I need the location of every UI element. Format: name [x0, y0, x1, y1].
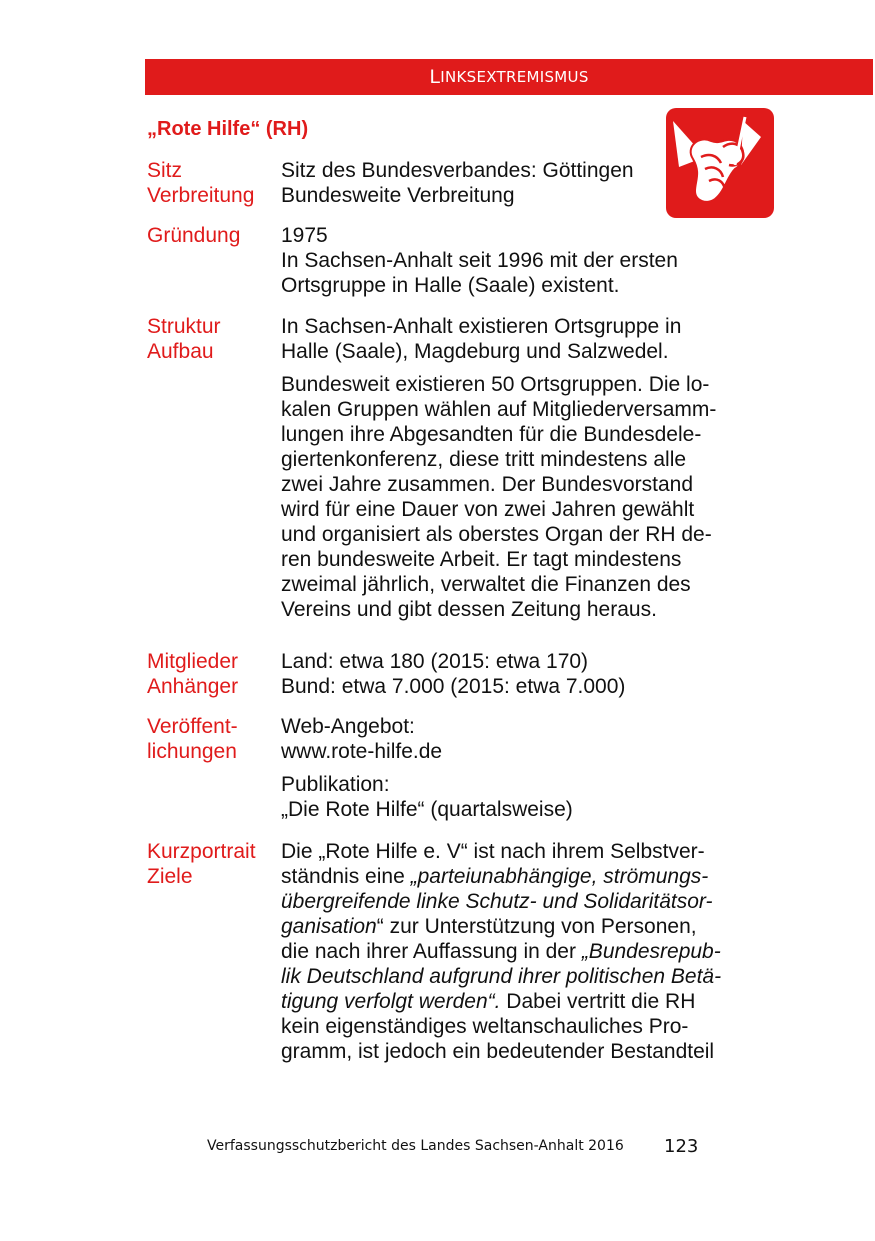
label-mitglieder — [147, 649, 238, 699]
italic-quote: lik Deutschland aufgrund ihrer politischen Betä- — [281, 965, 722, 988]
footer-text: Verfassungsschutzbericht des Landes Sachsen-Anhalt 2016 — [207, 1138, 624, 1154]
label-veroeffentlichungen — [147, 714, 238, 764]
label-mitglieder-line1: Mitglieder — [147, 650, 239, 673]
value-struktur-p2 — [281, 372, 771, 622]
label-anhaenger: Anhänger — [147, 675, 239, 698]
paragraph-line: Bundesweit existieren 50 Ortsgruppen. Die lo- — [281, 373, 710, 396]
paragraph-line: lungen ihre Abgesandten für die Bundesdele- — [281, 423, 702, 446]
italic-quote: tigung verfolgt werden“. — [281, 990, 501, 1013]
paragraph-line — [281, 989, 771, 1014]
value-struktur-p1-line2: Halle (Saale), Magdeburg und Salzwedel. — [281, 340, 669, 363]
value-gruendung-line3: Ortsgruppe in Halle (Saale) existent. — [281, 274, 620, 297]
value-publikation-title: „Die Rote Hilfe“ (quartalsweise) — [281, 798, 573, 821]
paragraph-line: giertenkonferenz, diese tritt mindestens alle — [281, 448, 687, 471]
label-veroeff-line2: lichungen — [147, 740, 237, 763]
paragraph-line: kalen Gruppen wählen auf Mitgliederversamm- — [281, 398, 717, 421]
value-sitz-line1: Sitz des Bundesverbandes: Göttingen — [281, 159, 634, 182]
section-header — [145, 59, 873, 95]
text-run: Dabei vertritt die RH — [500, 990, 696, 1013]
value-publikation — [281, 772, 771, 822]
label-gruendung: Gründung — [147, 224, 241, 247]
paragraph-line: zweimal jährlich, verwaltet die Finanzen des — [281, 573, 691, 596]
value-struktur-p1-line1: In Sachsen-Anhalt existieren Ortsgruppe in — [281, 315, 682, 338]
label-sitz — [147, 158, 254, 208]
paragraph-line: und organisiert als oberstes Organ der RH de- — [281, 523, 712, 546]
label-aufbau: Aufbau — [147, 340, 214, 363]
label-struktur-line1: Struktur — [147, 315, 221, 338]
label-kurzportrait — [147, 839, 256, 889]
page-title: „Rote Hilfe“ (RH) — [147, 118, 309, 140]
value-mitglieder-land: Land: etwa 180 (2015: etwa 170) — [281, 650, 589, 673]
paragraph-line — [281, 889, 771, 914]
paragraph-line — [281, 914, 771, 939]
label-struktur — [147, 314, 221, 364]
value-mitglieder-bund: Bund: etwa 7.000 (2015: etwa 7.000) — [281, 675, 626, 698]
label-sitz-line1: Sitz — [147, 159, 183, 182]
website-link[interactable]: www.rote-hilfe.de — [281, 740, 443, 763]
text-run: ständnis eine — [281, 865, 411, 888]
label-ziele: Ziele — [147, 865, 193, 888]
paragraph-line: kein eigenständiges weltanschauliches Pro- — [281, 1015, 689, 1038]
value-gruendung — [281, 223, 771, 298]
section-title-rest: INKSEXTREMISMUS — [440, 68, 589, 86]
italic-quote: „parteiunabhängige, strömungs- — [410, 865, 709, 888]
text-run: die nach ihrer Auffassung in der — [281, 940, 582, 963]
text-run: “ zur Unterstützung von Personen, — [376, 915, 697, 938]
value-web-angebot — [281, 714, 771, 764]
paragraph-line: wird für eine Dauer von zwei Jahren gewählt — [281, 498, 695, 521]
value-sitz — [281, 158, 771, 208]
value-struktur-p1 — [281, 314, 771, 364]
value-publikation-label: Publikation: — [281, 773, 390, 796]
italic-quote: ganisation — [281, 915, 377, 938]
paragraph-line: Die „Rote Hilfe e. V“ ist nach ihrem Selbstver- — [281, 840, 705, 863]
label-kurzportrait-line1: Kurzportrait — [147, 840, 256, 863]
paragraph-line: zwei Jahre zusammen. Der Bundesvorstand — [281, 473, 694, 496]
paragraph-line — [281, 939, 771, 964]
paragraph-line — [281, 864, 771, 889]
paragraph-line: ren bundesweite Arbeit. Er tagt mindestens — [281, 548, 682, 571]
value-gruendung-line1: 1975 — [281, 224, 328, 247]
page-number: 123 — [664, 1136, 699, 1157]
value-gruendung-line2: In Sachsen-Anhalt seit 1996 mit der ersten — [281, 249, 678, 272]
value-web-angebot-label: Web-Angebot: — [281, 715, 415, 738]
value-sitz-line2: Bundesweite Verbreitung — [281, 184, 515, 207]
value-kurzportrait — [281, 839, 771, 1064]
italic-quote: übergreifende linke Schutz- und Solidaritätsor- — [281, 890, 713, 913]
section-title-initial: L — [429, 66, 441, 88]
paragraph-line — [281, 964, 771, 989]
label-verbreitung: Verbreitung — [147, 184, 255, 207]
italic-quote: „Bundesrepub- — [581, 940, 721, 963]
label-veroeff-line1: Veröffent- — [147, 715, 238, 738]
paragraph-line: gramm, ist jedoch ein bedeutender Bestandteil — [281, 1040, 715, 1063]
value-mitglieder — [281, 649, 771, 699]
paragraph-line: Vereins und gibt dessen Zeitung heraus. — [281, 598, 657, 621]
